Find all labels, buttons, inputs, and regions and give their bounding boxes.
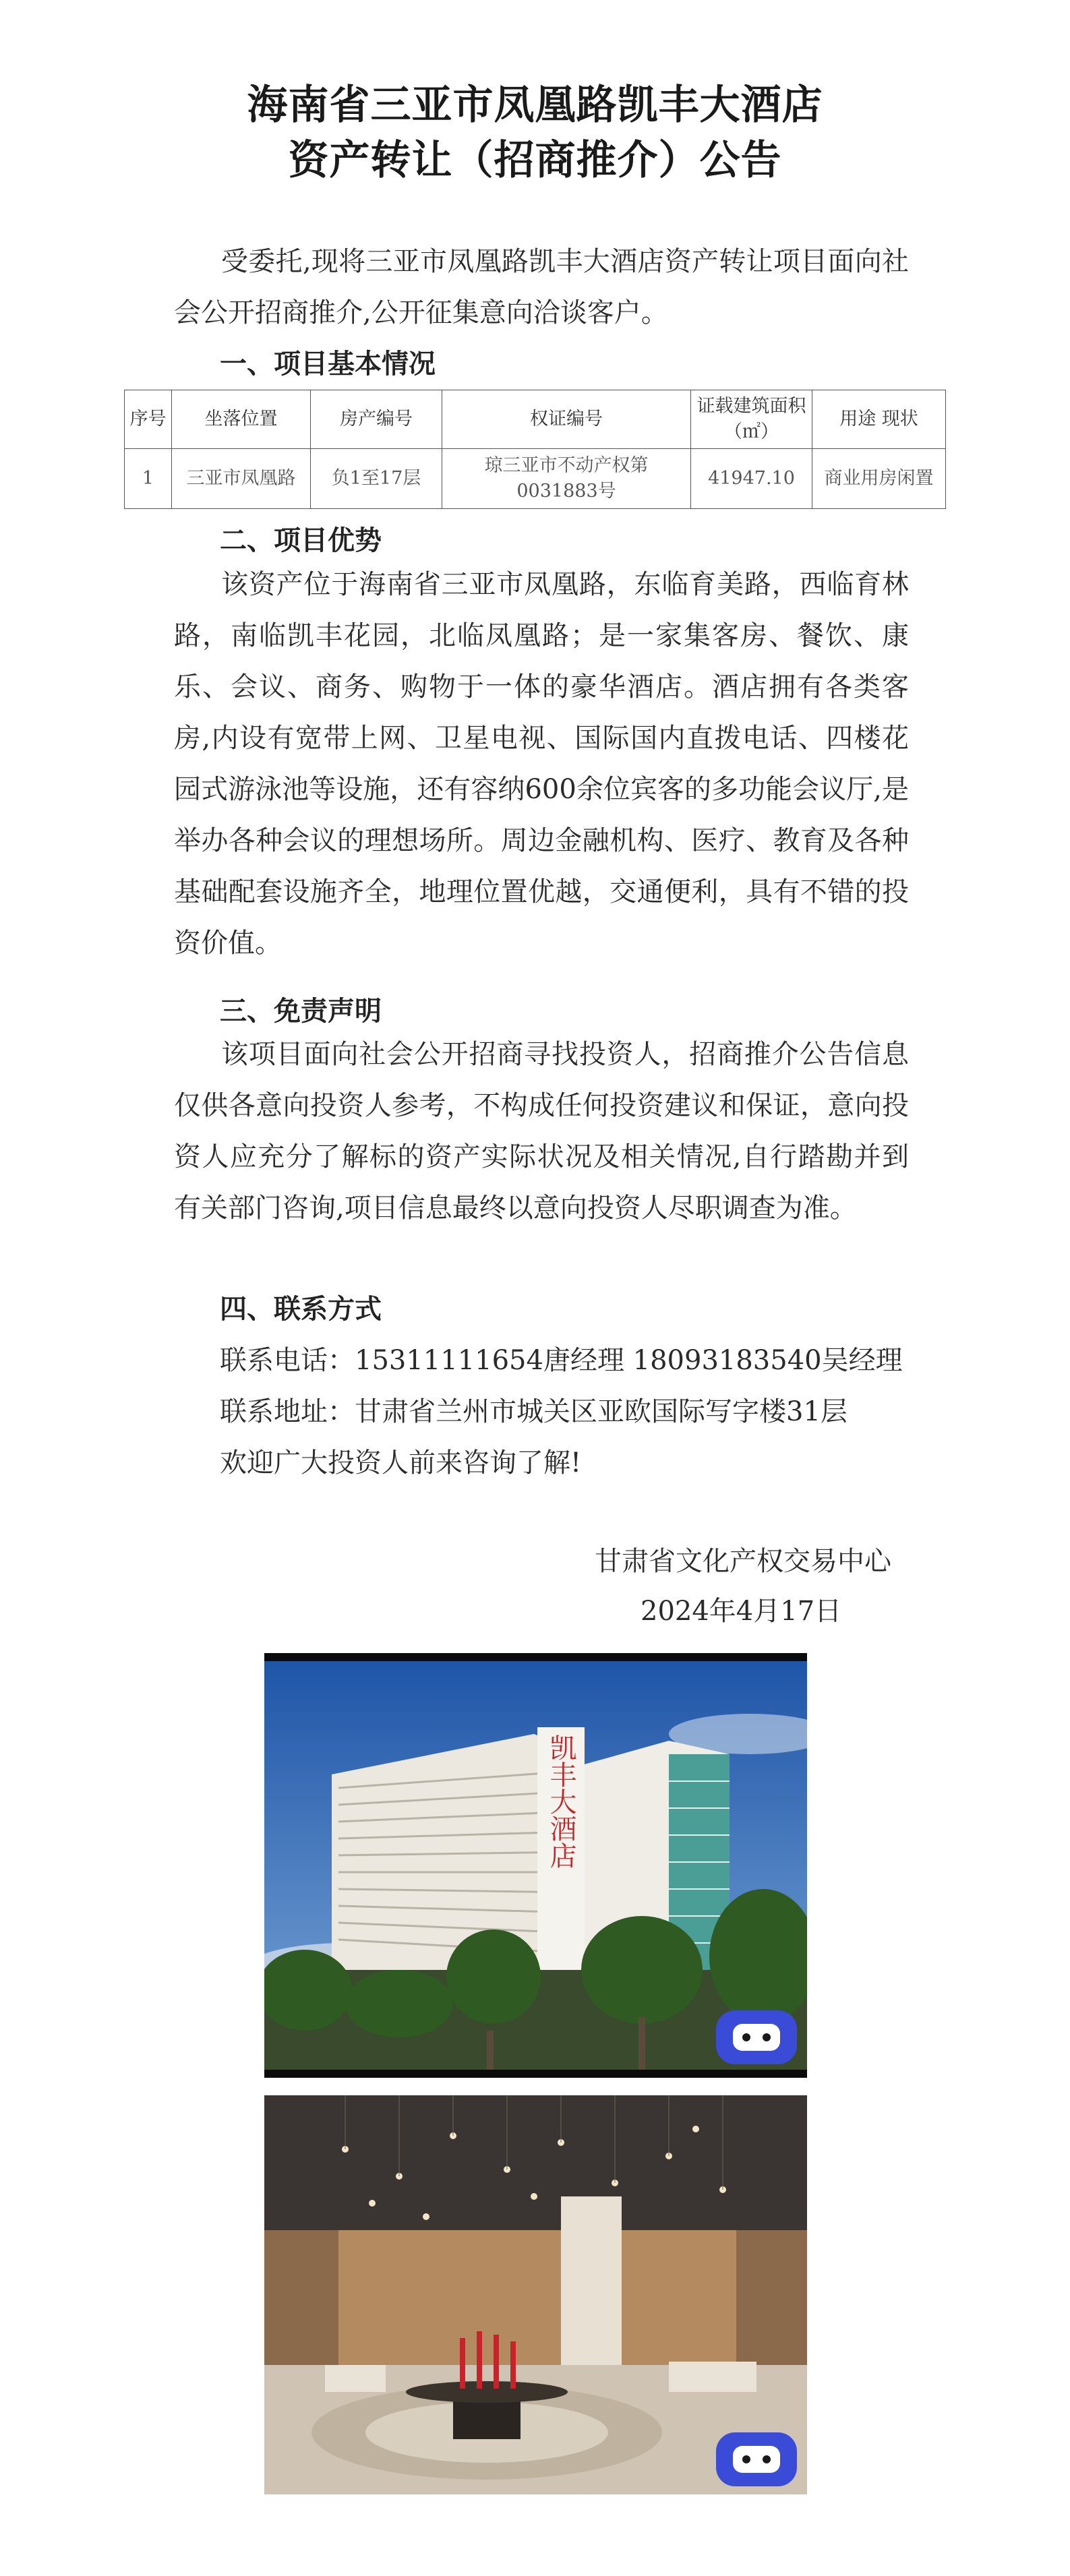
section3-paragraph: 该项目面向社会公开招商寻找投资人，招商推介公告信息仅供各意向投资人参考，不构成任何投资建议和保证，意向投资人应充分了解标的资产实际状况及相关情况,自行踏勘并到有关部门咨询,项目信息最终以意向投资人尽职调查为准。 xyxy=(174,1039,909,1224)
welcome-line: 欢迎广大投资人前来咨询了解! xyxy=(220,1447,582,1478)
hotel-sign-text: 凯丰大酒店 xyxy=(545,1734,576,1869)
table-cell: 1 xyxy=(125,449,172,509)
section3-heading: 三、免责声明 xyxy=(220,996,382,1027)
table-header: 坐落位置 xyxy=(172,390,311,449)
table-header: 用途 现状 xyxy=(812,390,946,449)
title-line-2: 资产转让（招商推介）公告 xyxy=(288,137,782,184)
contact-phone: 联系电话：15311111654唐经理 18093183540吴经理 xyxy=(220,1345,903,1376)
table-header: 房产编号 xyxy=(311,390,442,449)
hotel-lobby-photo xyxy=(264,2095,807,2494)
table-cell: 商业用房闲置 xyxy=(812,449,946,509)
table-row xyxy=(125,449,946,509)
hotel-exterior-photo xyxy=(264,1653,807,2078)
section2-paragraph: 该资产位于海南省三亚市凤凰路，东临育美路，西临育林路，南临凯丰花园，北临凤凰路；是一家集客房、餐饮、康乐、会议、商务、购物于一体的豪华酒店。酒店拥有各类客房,内设有宽带上网、卫星电视、国际国内直拨电话、四楼花园式游泳池等设施，还有容纳600余位宾客的多功能会议厅,是举办各种会议的理想场所。周边金融机构、医疗、教育及各种基础配套设施齐全，地理位置优越，交通便利，具有不错的投资价值。 xyxy=(174,569,909,959)
section4-heading: 四、联系方式 xyxy=(220,1294,382,1325)
project-info-table xyxy=(124,390,946,509)
table-header: 权证编号 xyxy=(442,390,691,449)
signature-date: 2024年4月17日 xyxy=(641,1596,842,1627)
contact-address: 联系地址：甘肃省兰州市城关区亚欧国际写字楼31层 xyxy=(220,1396,848,1427)
table-cell: 41947.10 xyxy=(691,449,812,509)
table-header: 证载建筑面积（㎡） xyxy=(691,390,812,449)
table-header-row xyxy=(125,390,946,449)
intro-paragraph: 受委托,现将三亚市凤凰路凯丰大酒店资产转让项目面向社会公开招商推介,公开征集意向洽谈客户。 xyxy=(174,246,909,328)
signature-org: 甘肃省文化产权交易中心 xyxy=(595,1546,891,1577)
table-cell: 琼三亚市不动产权第0031883号 xyxy=(442,449,691,509)
section2-heading: 二、项目优势 xyxy=(220,525,382,556)
table-cell: 三亚市凤凰路 xyxy=(172,449,311,509)
title-line-1: 海南省三亚市凤凰路凯丰大酒店 xyxy=(247,82,823,129)
table-header: 序号 xyxy=(125,390,172,449)
section1-heading: 一、项目基本情况 xyxy=(220,349,436,380)
table-cell: 负1至17层 xyxy=(311,449,442,509)
